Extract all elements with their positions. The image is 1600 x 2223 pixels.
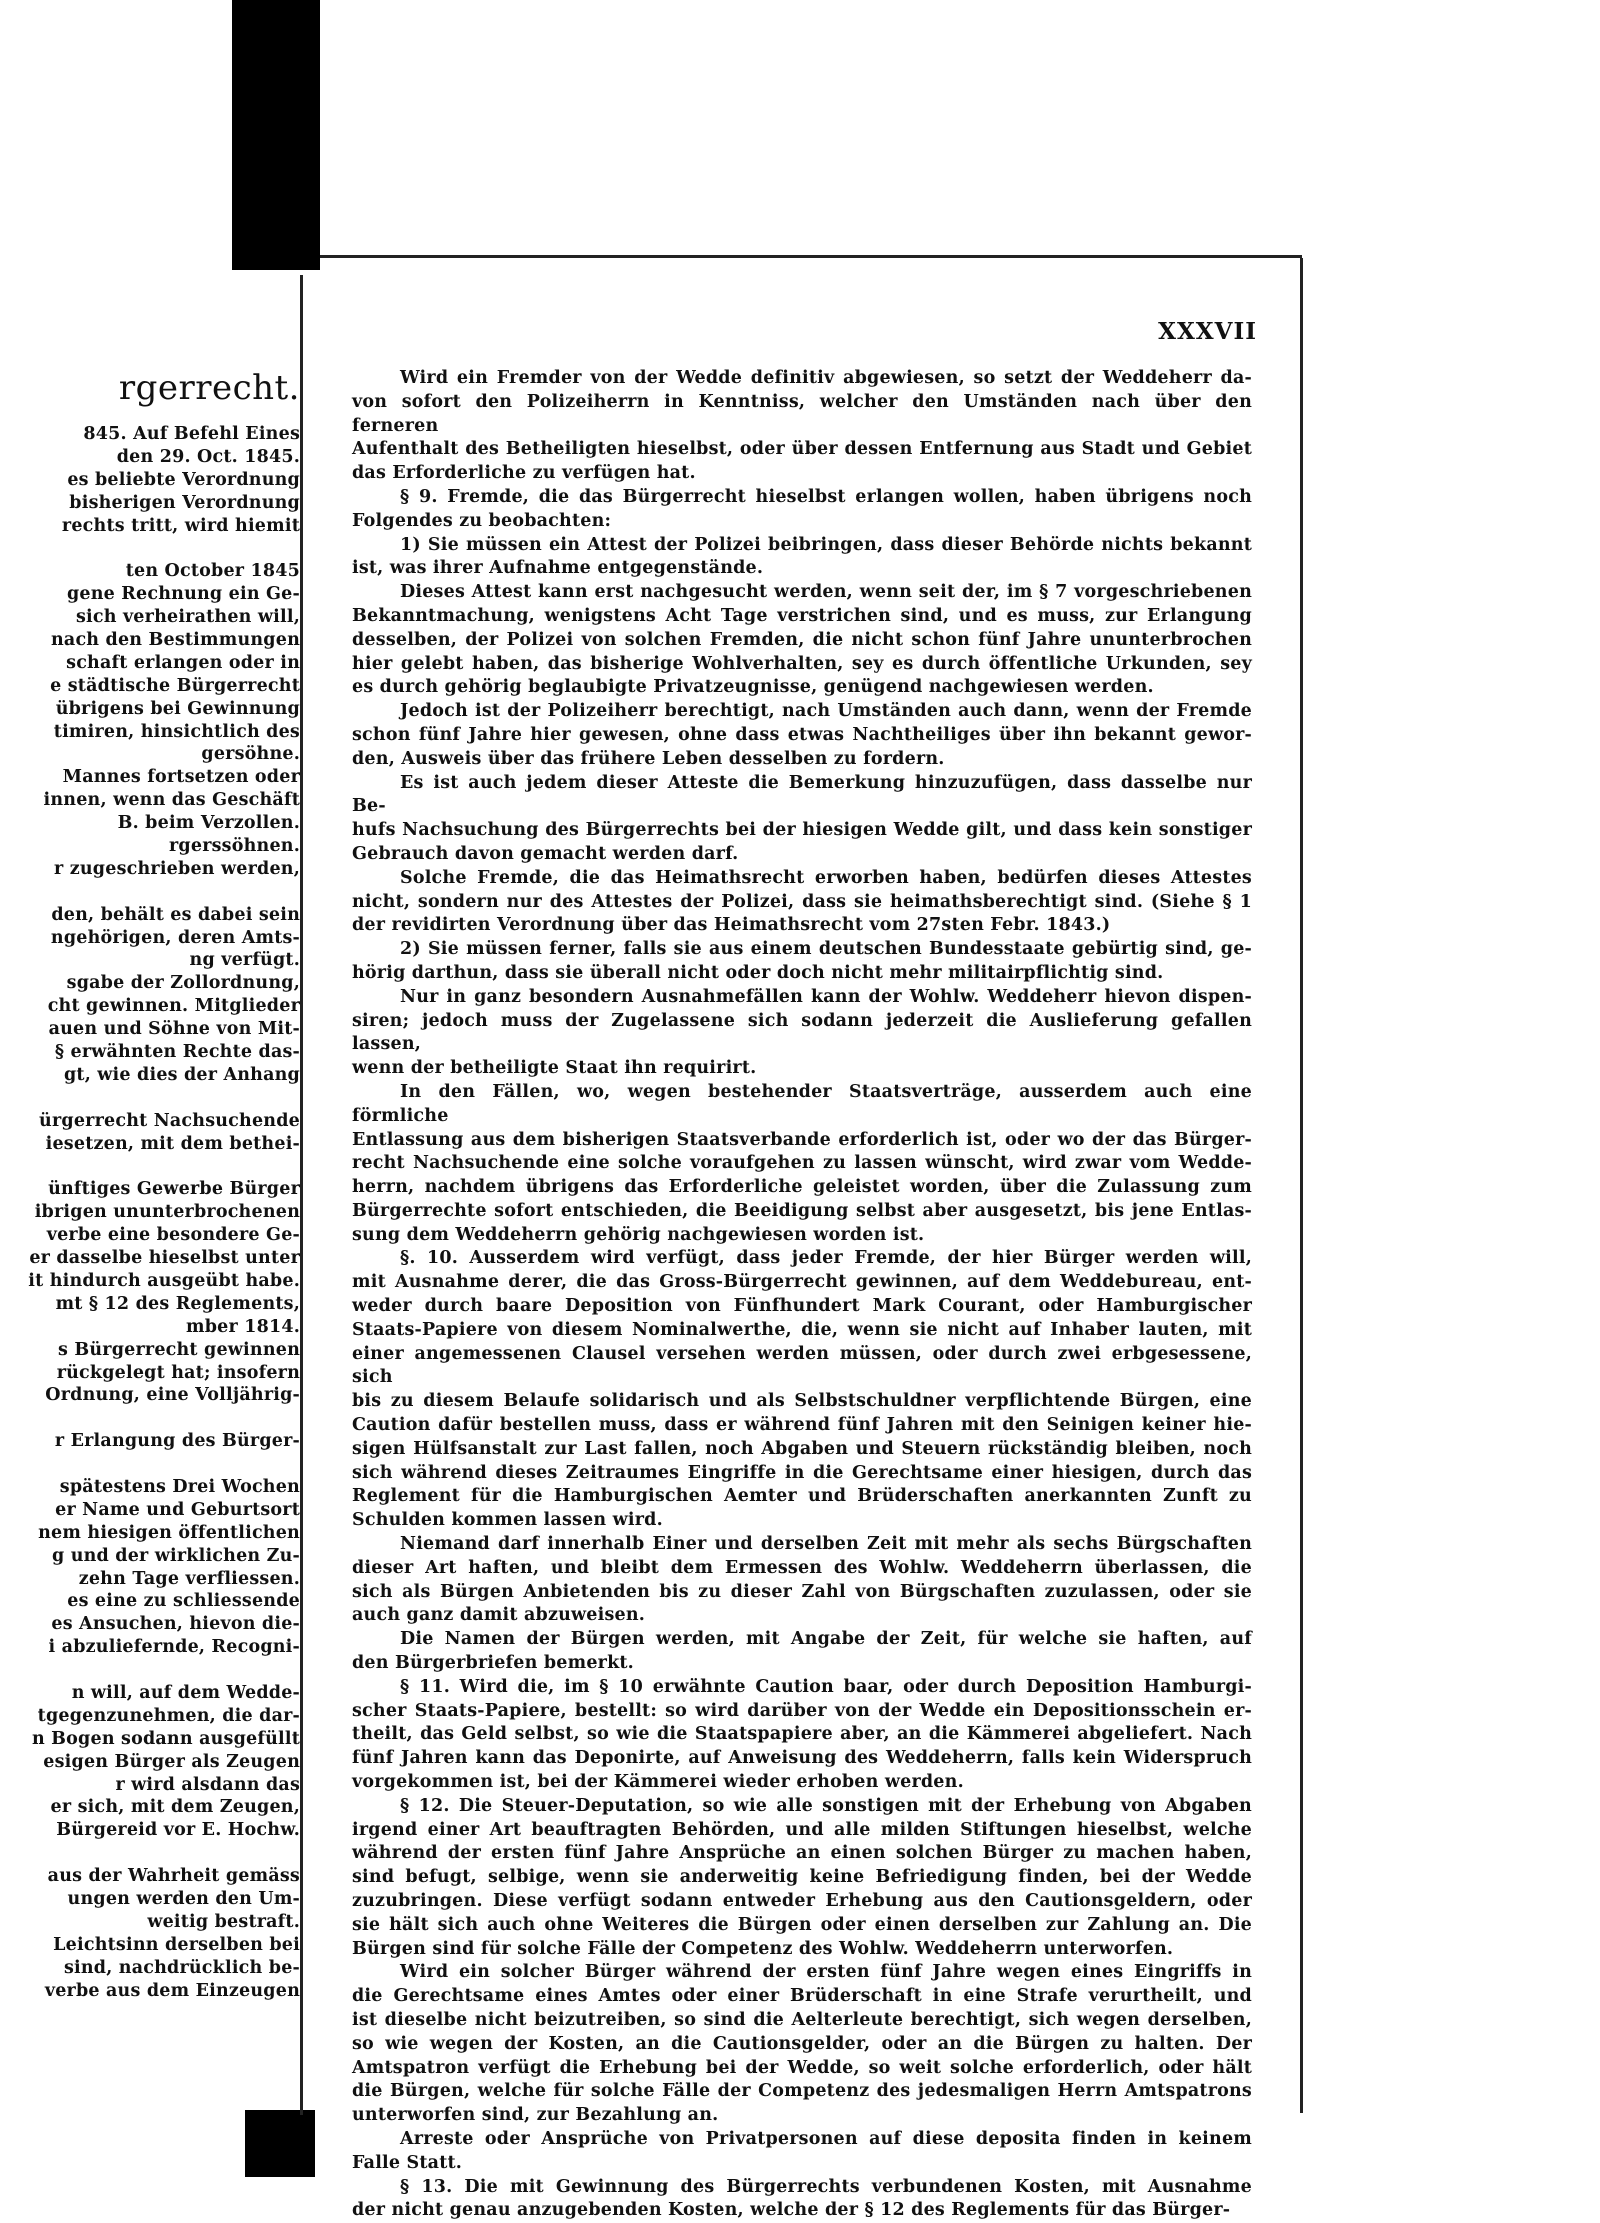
left-page-line: er Name und Geburtsort [55, 1499, 300, 1520]
left-page-line: rgerssöhnen. [169, 836, 300, 857]
paragraph [352, 2128, 1252, 2176]
text-line: Wird ein Fremder von der Wedde definitiv abgewiesen, so setzt der Weddeherr da- [400, 368, 1252, 388]
text-line: 2) Sie müssen ferner, falls sie aus einem deutschen Bundesstaate gebürtig sind, ge- [400, 939, 1252, 960]
left-page-line: rückgelegt hat; insofern [56, 1362, 300, 1383]
left-page-line [0, 537, 300, 560]
paragraph [352, 1676, 1252, 1795]
text-line: so wie wegen der Kosten, an die Cautionsgelder, oder an die Bürgen zu halten. Der [352, 2033, 1252, 2054]
text-line: Dieses Attest kann erst nachgesucht werden, wenn seit der, im § 7 vorgeschriebenen [400, 582, 1252, 603]
left-page-line [0, 1659, 300, 1682]
left-page-line: den 29. Oct. 1845. [116, 446, 300, 467]
text-line: Falle Statt. [352, 2152, 463, 2173]
text-line: Bürgen sind für solche Fälle der Competenz des Wohlw. Weddeherrn unterworfen. [352, 1938, 1174, 1959]
left-page-line: es Ansuchen, hievon die- [51, 1614, 300, 1635]
left-page-line: § erwähnten Rechte das- [54, 1042, 300, 1063]
text-line: sung dem Weddeherrn gehörig nachgewiesen worden ist. [352, 1224, 925, 1245]
left-page-line: n will, auf dem Wedde- [71, 1682, 300, 1703]
text-line: weder durch baare Deposition von Fünfhundert Mark Courant, oder Hamburgischer [352, 1296, 1252, 1317]
left-page [0, 265, 300, 2125]
left-page-line: n Bogen sodann ausgefüllt [31, 1728, 300, 1749]
text-line: der nicht genau anzugebenden Kosten, welche der § 12 des Reglements für das Bürger- [352, 2200, 1231, 2221]
left-page-line [0, 1842, 300, 1865]
text-line: unterworfen sind, zur Bezahlung an. [352, 2105, 719, 2126]
paragraph [352, 772, 1252, 867]
text-line: recht Nachsuchende eine solche voraufgehen zu lassen wünscht, wird zwar vom Wedde- [352, 1153, 1252, 1174]
text-line: sich als Bürgen Anbietenden bis zu dieser Zahl von Bürgschaften zuzulassen, oder sie [352, 1581, 1252, 1602]
left-page-line: ünftiges Gewerbe Bürger [48, 1179, 300, 1200]
left-page-line: verbe aus dem Einzeugen [44, 1980, 300, 2001]
left-page-line: gene Rechnung ein Ge- [66, 584, 300, 605]
left-page-line: schaft erlangen oder in [66, 652, 300, 673]
text-line: bis zu diesem Belaufe solidarisch und als Selbstschuldner verpflichtende Bürgen, eine [352, 1391, 1252, 1412]
text-line: die Bürgen, welche für solche Fälle der Competenz des jedesmaligen Herrn Amtspatrons [352, 2081, 1252, 2102]
left-page-line: e städtische Bürgerrecht [50, 675, 300, 696]
text-line: zuzubringen. Diese verfügt sodann entweder Erhebung aus den Cautionsgeldern, oder [352, 1891, 1252, 1911]
text-line: In den Fällen, wo, wegen bestehender Staatsverträge, ausserdem auch eine förmliche [352, 1081, 1252, 1126]
text-line: sind befugt, selbige, wenn sie anderweitig keine Befriedigung finden, bei der Wedde [352, 1867, 1252, 1888]
text-line: vorgekommen ist, bei der Kämmerei wieder erhoben werden. [352, 1772, 964, 1793]
left-page-line: ten October 1845 [125, 561, 300, 582]
paragraph [352, 486, 1252, 534]
left-page-text [0, 423, 300, 2002]
page-number: XXXVII [1158, 318, 1257, 345]
text-line: einer angemessenen Clausel versehen werden müssen, oder durch zwei erbgesessene, sich [352, 1343, 1252, 1388]
text-line: Nur in ganz besondern Ausnahmefällen kann der Wohlw. Weddeherr hievon dispen- [400, 986, 1252, 1007]
left-page-line: zehn Tage verfliessen. [78, 1568, 300, 1589]
left-page-line: s Bürgerrecht gewinnen [58, 1339, 300, 1360]
left-page-line: gersöhne. [201, 744, 300, 765]
text-line: nicht, sondern nur des Attestes der Polizei, dass sie heimathsberechtigt sind. (Siehe § 1 [352, 891, 1252, 912]
text-line: Schulden kommen lassen wird. [352, 1510, 663, 1531]
text-line: den Bürgerbriefen bemerkt. [352, 1653, 634, 1674]
left-page-line: es eine zu schliessende [67, 1591, 300, 1612]
left-page-line: B. beim Verzollen. [117, 813, 300, 834]
left-page-line: Ordnung, eine Volljährig- [45, 1385, 300, 1406]
left-page-line: übrigens bei Gewinnung [55, 698, 300, 719]
paragraph [352, 1533, 1252, 1628]
paragraph [352, 1961, 1252, 2128]
gutter-shadow-top [232, 0, 320, 270]
left-page-line: gt, wie dies der Anhang [63, 1064, 300, 1085]
text-line: hufs Nachsuchung des Bürgerrechts bei der hiesigen Wedde gilt, und dass kein sonstiger [352, 820, 1252, 841]
right-page [320, 255, 1305, 2221]
text-line: Bürgerrechte sofort entschieden, die Beeidigung selbst aber ausgesetzt, bis jene Entlas- [352, 1200, 1252, 1221]
paragraph [352, 1795, 1252, 1962]
text-line: mit Ausnahme derer, die das Gross-Bürgerrecht gewinnen, auf dem Weddebureau, ent- [352, 1272, 1252, 1293]
paragraph [352, 986, 1252, 1081]
text-line: Arreste oder Ansprüche von Privatpersonen auf diese deposita finden in keinem [400, 2128, 1252, 2149]
text-line: Gebrauch davon gemacht werden darf. [352, 843, 739, 864]
text-line: siren; jedoch muss der Zugelassene sich sodann jederzeit die Auslieferung gefallen lassen, [352, 1010, 1252, 1055]
text-line: schon fünf Jahre hier gewesen, ohne dass etwas Nachtheiliges über ihn bekannt gewor- [352, 724, 1252, 745]
text-line: § 11. Wird die, im § 10 erwähnte Caution baar, oder durch Deposition Hamburgi- [400, 1676, 1252, 1697]
text-line: ist, was ihrer Aufnahme entgegenstände. [352, 558, 764, 579]
text-line: die Gerechtsame eines Amtes oder einer Brüderschaft in eine Strafe verurtheilt, und [352, 1986, 1252, 2007]
left-page-line: nach den Bestimmungen [50, 630, 300, 651]
paragraph [352, 1081, 1252, 1248]
text-line: das Erforderliche zu verfügen hat. [352, 463, 696, 484]
text-line: Entlassung aus dem bisherigen Staatsverbande erforderlich ist, oder wo der das Bürger- [352, 1129, 1252, 1150]
left-page-line: rechts tritt, wird hiemit [61, 515, 300, 536]
left-page-line: ng verfügt. [189, 950, 300, 971]
left-page-line: sgabe der Zollordnung, [66, 973, 300, 994]
text-line: hörig darthun, dass sie überall nicht oder doch nicht mehr militairpflichtig sind. [352, 962, 1164, 983]
left-page-line: sind, nachdrücklich be- [63, 1957, 300, 1978]
left-page-line: g und der wirklichen Zu- [51, 1545, 300, 1566]
left-page-line: ibrigen ununterbrochenen [34, 1202, 300, 1223]
paragraph [352, 2176, 1252, 2223]
text-line: Solche Fremde, die das Heimathsrecht erworben haben, bedürfen dieses Attestes [400, 867, 1252, 888]
left-page-line [0, 1087, 300, 1110]
left-page-line: r Erlangung des Bürger- [54, 1431, 300, 1452]
text-line: Bekanntmachung, wenigstens Acht Tage verstrichen sind, und es muss, zur Erlangung [352, 605, 1252, 626]
paragraph [352, 700, 1252, 771]
left-page-edge [300, 275, 303, 2115]
left-page-line: Mannes fortsetzen oder [62, 767, 300, 788]
text-line: theilt, das Geld selbst, so wie die Staatspapiere aber, an die Kämmerei abgeliefert. Nach [352, 1724, 1252, 1745]
text-line: sie hält sich auch ohne Weiteres die Bürgen oder einen derselben zur Zahlung an. Die [352, 1914, 1252, 1935]
left-page-line: bisherigen Verordnung [69, 492, 300, 513]
left-page-line: auen und Söhne von Mit- [48, 1019, 300, 1040]
left-page-line: innen, wenn das Geschäft [43, 790, 300, 811]
left-page-line [0, 1156, 300, 1179]
text-line: Caution dafür bestellen muss, dass er während fünf Jahren mit den Seinigen keiner hie- [352, 1415, 1252, 1436]
left-page-line: mt § 12 des Reglements, [55, 1293, 300, 1314]
text-line: der revidirten Verordnung über das Heimathsrecht vom 27sten Febr. 1843.) [352, 915, 1111, 936]
left-page-line: 845. Auf Befehl Eines [83, 424, 300, 444]
left-page-line: ungen werden den Um- [67, 1889, 300, 1909]
text-line: sigen Hülfsanstalt zur Last fallen, noch Abgaben und Steuern rückständig bleiben, noch [352, 1438, 1252, 1459]
left-page-line: aus der Wahrheit gemäss [47, 1866, 300, 1887]
text-line: desselben, der Polizei von solchen Fremden, die nicht schon fünf Jahre ununterbrochen [352, 629, 1252, 650]
left-page-line: Leichtsinn derselben bei [53, 1934, 300, 1955]
right-page-body [352, 367, 1252, 2223]
text-line: fünf Jahren kann das Deponirte, auf Anweisung des Weddeherrn, falls kein Widerspruch [352, 1748, 1252, 1769]
paragraph [352, 367, 1252, 486]
text-line: dieser Art haften, und bleibt dem Ermessen des Wohlw. Weddeherrn überlassen, die [352, 1557, 1252, 1578]
text-line: Amtspatron verfügt die Erhebung bei der Wedde, so weit solche erforderlich, oder hält [352, 2057, 1252, 2078]
text-line: Jedoch ist der Polizeiherr berechtigt, nach Umständen auch dann, wenn der Fremde [400, 701, 1252, 722]
left-page-line: Bürgereid vor E. Hochw. [56, 1820, 300, 1841]
text-line: Reglement für die Hamburgischen Aemter und Brüderschaften anerkannten Zunft zu [352, 1486, 1252, 1507]
left-page-line: it hindurch ausgeübt habe. [28, 1270, 300, 1291]
text-line: sich während dieses Zeitraumes Eingriffe in die Gerechtsame einer hiesigen, durch das [352, 1462, 1252, 1483]
paragraph [352, 581, 1252, 700]
text-line: 1) Sie müssen ein Attest der Polizei beibringen, dass dieser Behörde nichts bekannt [400, 534, 1252, 555]
text-line: den, Ausweis über das frühere Leben desselben zu fordern. [352, 748, 945, 769]
text-line: §. 10. Ausserdem wird verfügt, dass jeder Fremde, der hier Bürger werden will, [400, 1248, 1252, 1269]
left-page-line: ngehörigen, deren Amts- [50, 927, 300, 948]
text-line: Es ist auch jedem dieser Atteste die Bemerkung hinzuzufügen, dass dasselbe nur Be- [352, 772, 1252, 817]
left-page-line: cht gewinnen. Mitglieder [47, 996, 300, 1017]
text-line: Staats-Papiere von diesem Nominalwerthe, die, wenn sie nicht auf Inhaber lauten, mit [352, 1319, 1252, 1340]
text-line: wenn der betheiligte Staat ihn requirirt. [352, 1058, 757, 1079]
left-page-line: verbe eine besondere Ge- [46, 1225, 300, 1246]
left-page-line: spätestens Drei Wochen [59, 1476, 300, 1497]
text-line: Aufenthalt des Betheiligten hieselbst, oder über dessen Entfernung aus Stadt und Gebiet [352, 439, 1252, 460]
text-line: scher Staats-Papiere, bestellt: so wird darüber von der Wedde ein Depositionsschein er- [352, 1700, 1252, 1721]
left-page-line: den, behält es dabei sein [51, 904, 300, 925]
left-page-line [0, 1407, 300, 1430]
paragraph [352, 1247, 1252, 1533]
text-line: § 13. Die mit Gewinnung des Bürgerrechts verbundenen Kosten, mit Ausnahme [400, 2176, 1252, 2197]
text-line: auch ganz damit abzuweisen. [352, 1605, 646, 1626]
left-page-line: er dasselbe hieselbst unter [29, 1248, 300, 1269]
left-page-line: er sich, mit dem Zeugen, [50, 1797, 300, 1818]
paragraph [352, 867, 1252, 938]
text-line: § 12. Die Steuer-Deputation, so wie alle sonstigen mit der Erhebung von Abgaben [400, 1795, 1252, 1816]
paragraph [352, 1628, 1252, 1676]
text-line: herrn, nachdem übrigens das Erforderliche geleistet worden, über die Zulassung zum [352, 1177, 1252, 1198]
left-page-line: tgegenzunehmen, die dar- [37, 1705, 300, 1726]
text-line: es durch gehörig beglaubigte Privatzeugnisse, genügend nachgewiesen werden. [352, 677, 1154, 698]
left-page-line [0, 1453, 300, 1476]
text-line: Niemand darf innerhalb Einer und derselben Zeit mit mehr als sechs Bürgschaften [400, 1534, 1252, 1555]
text-line: irgend einer Art beauftragten Behörden, und alle milden Stiftungen hieselbst, welche [352, 1819, 1252, 1840]
left-page-line [0, 881, 300, 904]
left-page-line: weitig bestraft. [147, 1911, 300, 1932]
text-line: Folgendes zu beobachten: [352, 510, 612, 531]
left-page-line: iesetzen, mit dem bethei- [45, 1133, 300, 1154]
left-page-line: timiren, hinsichtlich des [53, 721, 300, 742]
left-page-line: esigen Bürger als Zeugen [43, 1751, 300, 1772]
left-page-line: sich verheirathen will, [75, 607, 300, 628]
left-page-line: r wird alsdann das [115, 1774, 300, 1795]
text-line: während der ersten fünf Jahre Ansprüche an einen solchen Bürger zu machen haben, [352, 1843, 1252, 1864]
text-line: Die Namen der Bürgen werden, mit Angabe der Zeit, für welche sie haften, auf [400, 1629, 1252, 1650]
paragraph [352, 938, 1252, 986]
left-page-line: ürgerrecht Nachsuchende [39, 1110, 300, 1131]
text-line: § 9. Fremde, die das Bürgerrecht hieselbst erlangen wollen, haben übrigens noch [400, 486, 1252, 507]
paragraph [352, 534, 1252, 582]
left-page-line: r zugeschrieben werden, [54, 858, 300, 879]
text-line: von sofort den Polizeiherrn in Kenntniss, welcher den Umständen nach über den ferneren [352, 391, 1252, 436]
left-page-line: nem hiesigen öffentlichen [38, 1522, 300, 1543]
left-page-title: rgerrecht. [118, 368, 300, 408]
text-line: hier gelebt haben, das bisherige Wohlverhalten, sey es durch öffentliche Urkunden, sey [352, 653, 1252, 674]
left-page-line: i abzuliefernde, Recogni- [48, 1637, 300, 1658]
text-line: Wird ein solcher Bürger während der ersten fünf Jahre wegen eines Eingriffs in [400, 1962, 1252, 1983]
left-page-line: es beliebte Verordnung [67, 469, 300, 490]
text-line: ist dieselbe nicht beizutreiben, so sind die Aelterleute berechtigt, sich wegen derselben, [352, 2009, 1252, 2030]
left-page-line: mber 1814. [186, 1316, 300, 1337]
